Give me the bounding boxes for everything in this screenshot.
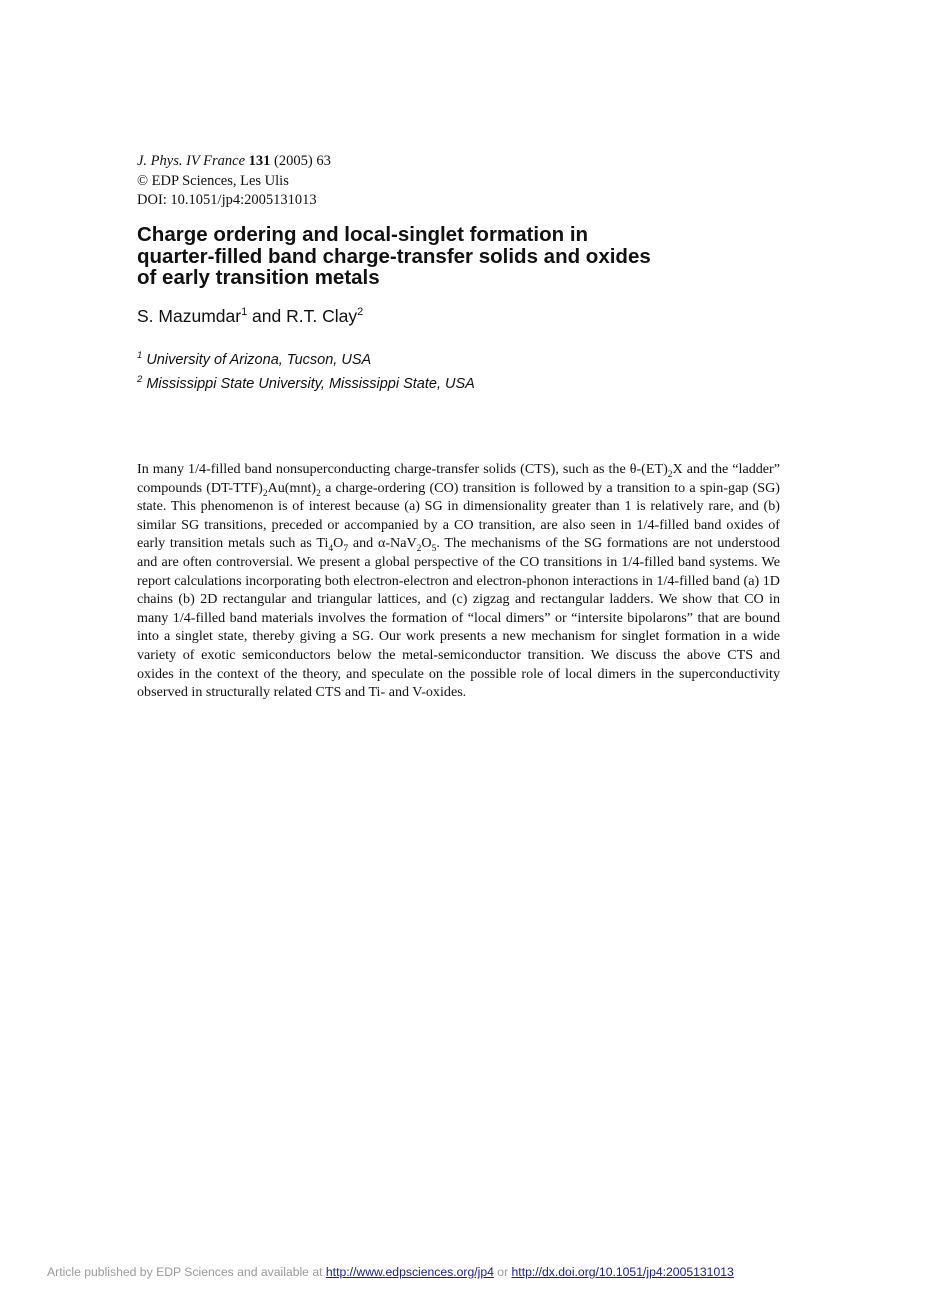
abstract-text: X and the “ladder” compounds (DT-TTF) <box>137 461 780 496</box>
doi-link[interactable]: http://dx.doi.org/10.1051/jp4:2005131013 <box>511 1265 734 1279</box>
subscript: 2 <box>316 488 321 499</box>
affiliation <box>137 370 475 394</box>
edpsciences-link[interactable]: http://www.edpsciences.org/jp4 <box>325 1265 494 1279</box>
abstract-text: O <box>421 535 432 552</box>
author-conjunction: and <box>247 306 287 326</box>
abstract-text: O <box>333 535 344 552</box>
journal-name: J. Phys. IV France <box>137 153 246 169</box>
subscript: 2 <box>416 544 422 555</box>
affiliation <box>137 346 475 370</box>
footer-text: Article published by EDP Sciences and available at <box>47 1265 326 1279</box>
author-affiliation-mark: 1 <box>241 306 248 319</box>
author-name: R.T. Clay <box>286 306 358 326</box>
subscript: 2 <box>262 488 268 499</box>
abstract-text: In many 1/4-filled band nonsuperconducting charge-transfer solids (CTS), such as the θ-(ET) <box>137 461 668 477</box>
journal-year-page: (2005) 63 <box>274 153 331 169</box>
abstract-text: Au(mnt) <box>267 479 317 496</box>
doi-line: DOI: 10.1051/jp4:2005131013 <box>137 192 317 208</box>
citation-line <box>137 152 331 172</box>
subscript: 7 <box>343 544 349 555</box>
author-name: S. Mazumdar <box>137 306 242 326</box>
affiliation-mark: 2 <box>137 373 143 385</box>
affiliation-text: University of Arizona, Tucson, USA <box>146 351 372 368</box>
publication-footer <box>47 1265 734 1279</box>
affiliation-mark: 1 <box>137 350 143 361</box>
affiliation-text: Mississippi State University, Mississippi State, USA <box>146 375 475 392</box>
subscript: 2 <box>667 469 673 480</box>
footer-or: or <box>493 1265 512 1279</box>
abstract <box>137 460 780 702</box>
abstract-text: and α-NaV <box>348 535 417 552</box>
author-affiliation-mark: 2 <box>357 306 364 319</box>
copyright-line: © EDP Sciences, Les Ulis <box>137 172 289 189</box>
abstract-text: a charge-ordering (CO) transition is followed by a transition to a spin-gap (SG) state. This phenomenon is of interest because (a) SG in dimensionality greater than 1 is relatively rare, and (b) similar SG transitions, preceded or accompanied by a CO transition, are also seen in 1/4-filled band oxides of early transition metals such as Ti <box>137 479 780 552</box>
journal-volume: 131 <box>248 153 271 169</box>
abstract-text: . The mechanisms of the SG formations are not understood and are often controversial. We present a global perspective of the CO transitions in 1/4-filled band systems. We report calculations incorporating both electron-electron and electron-phonon interactions in 1/4-filled band (a) 1D chains (b) 2D rectangular and triangular lattices, and (c) zigzag and rectangular ladders. We show that CO in many 1/4-filled band materials involves the formation of “local dimers” or “intersite bipolarons” that are bound into a singlet state, thereby giving a SG. Our work presents a new mechanism for singlet formation in a wide variety of exotic semiconductors below the metal-semiconductor transition. We discuss the above CTS and oxides in the context of the theory, and speculate on the possible role of local dimers in the superconductivity observed in structurally related CTS and Ti- and V-oxides. <box>137 535 780 701</box>
subscript: 4 <box>328 544 334 555</box>
affiliation-list <box>137 346 475 394</box>
paper-title: Charge ordering and local-singlet formation in quarter-filled band charge-transfer solids and oxides of early transition metals <box>137 223 651 289</box>
subscript: 5 <box>431 544 437 555</box>
author-list <box>137 306 363 327</box>
journal-header <box>137 152 331 211</box>
